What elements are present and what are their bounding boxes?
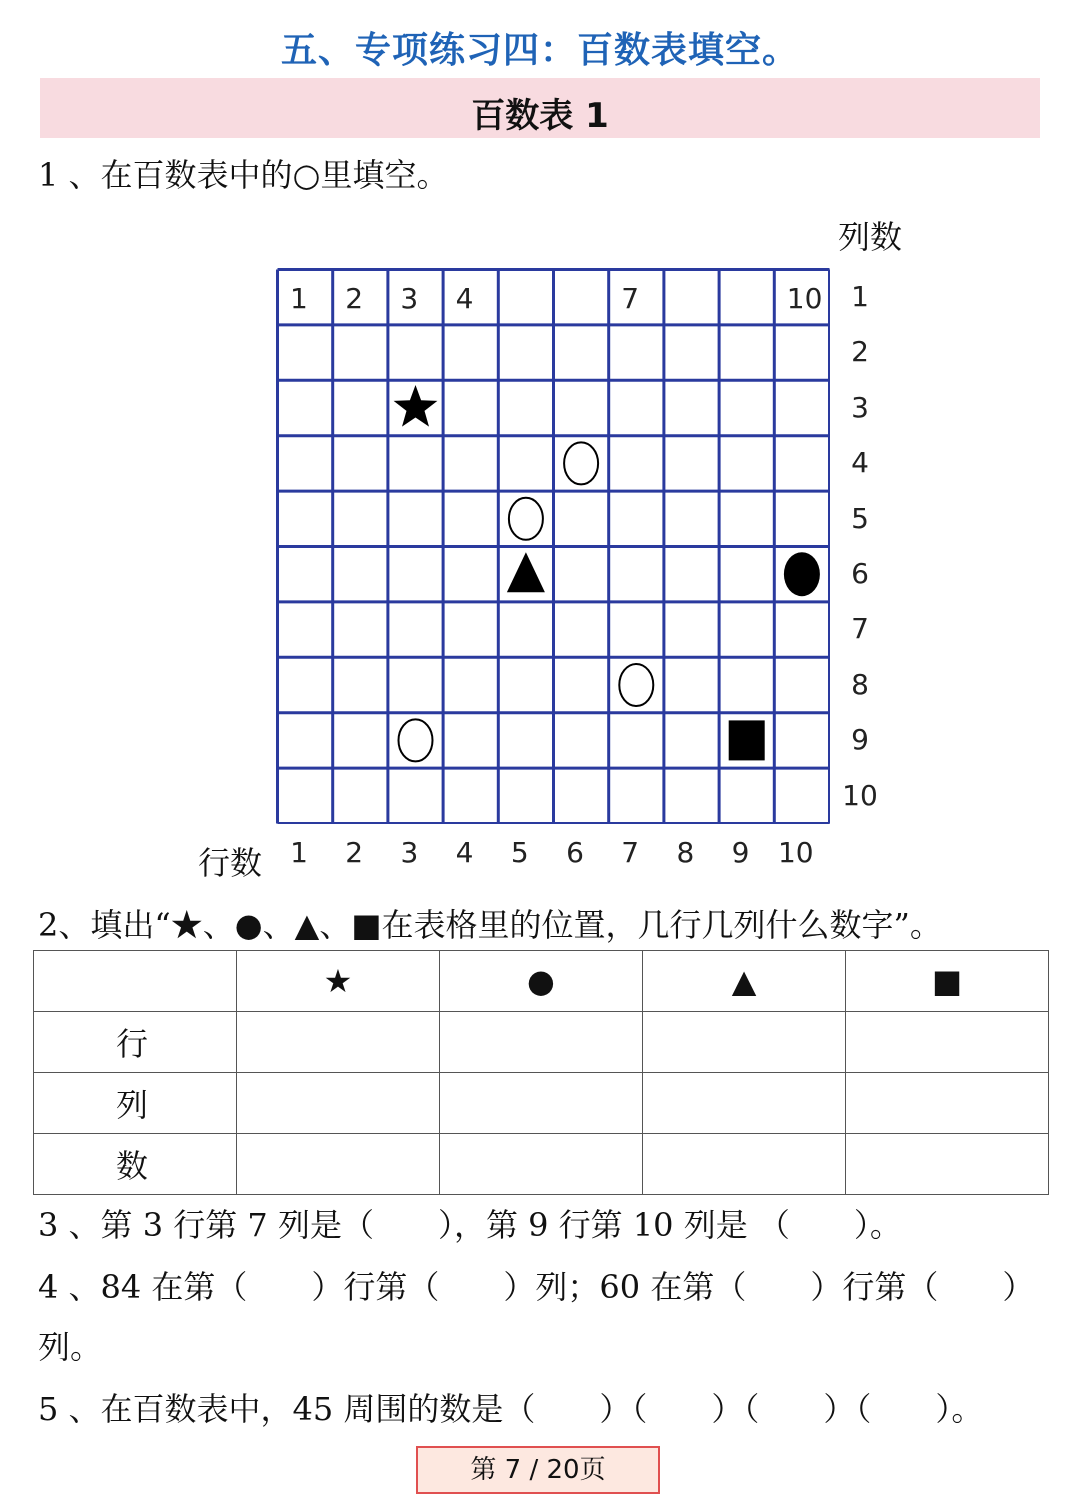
answer-cell[interactable] <box>846 1134 1049 1195</box>
column-number-label: 10 <box>777 836 814 869</box>
column-number-label: 7 <box>621 836 640 869</box>
triangle-icon <box>507 552 545 592</box>
answer-table <box>33 950 1049 1195</box>
column-number-label: 5 <box>510 836 529 869</box>
row-label-hang: 行 <box>34 1012 237 1073</box>
answer-table-corner-cell <box>34 951 237 1012</box>
header-triangle-cell: ▲ <box>643 951 846 1012</box>
answer-cell[interactable] <box>643 1073 846 1134</box>
star-icon <box>394 385 438 427</box>
grid-cell-number: 10 <box>786 282 823 315</box>
square-icon <box>729 720 765 760</box>
row-number-label: 1 <box>851 280 869 313</box>
section-banner-title: 百数表 1 <box>471 96 609 136</box>
question-3: 3 、第 3 行第 7 列是（ ），第 9 行第 10 列是 （ ）。 <box>38 1206 902 1244</box>
page-title: 五、专项练习四：百数表填空。 <box>280 30 799 71</box>
answer-cell[interactable] <box>440 1012 643 1073</box>
column-number-label: 2 <box>345 836 364 869</box>
row-number-label: 3 <box>851 390 869 424</box>
answer-cell[interactable] <box>440 1134 643 1195</box>
row-axis-label: 行数 <box>198 844 263 882</box>
row-number-label: 2 <box>851 335 869 369</box>
column-number-label: 3 <box>400 836 419 869</box>
column-number-label: 6 <box>566 836 584 869</box>
grid-cell-number: 7 <box>621 282 640 315</box>
answer-table-row-shu <box>34 1134 1049 1195</box>
question-4: 4 、84 在第（ ）行第（ ）列；60 在第（ ）行第（ ） <box>38 1268 1035 1306</box>
column-number-label: 8 <box>676 836 695 869</box>
hundred-chart-grid <box>276 268 830 824</box>
circle-outline-icon <box>399 719 433 761</box>
answer-cell[interactable] <box>643 1012 846 1073</box>
answer-cell[interactable] <box>643 1134 846 1195</box>
answer-cell[interactable] <box>846 1012 1049 1073</box>
question-1: 1 、在百数表中的○里填空。 <box>38 156 449 194</box>
header-star-cell: ★ <box>237 951 440 1012</box>
grid-cell-number: 1 <box>290 282 308 315</box>
grid-cell-number: 4 <box>455 282 474 315</box>
column-axis-label: 列数 <box>838 218 903 256</box>
row-number-label: 7 <box>851 612 869 646</box>
row-number-label: 6 <box>851 557 869 590</box>
answer-cell[interactable] <box>237 1012 440 1073</box>
grid-cell-number: 2 <box>345 282 364 315</box>
page-number-badge: 第 7 / 20页 <box>416 1446 660 1494</box>
row-label-lie: 列 <box>34 1073 237 1134</box>
question-5: 5 、在百数表中，45 周围的数是（ ）（ ）（ ）（ ）。 <box>38 1390 984 1428</box>
question-2: 2、填出“★、●、▲、■在表格里的位置，几行几列什么数字”。 <box>38 906 942 944</box>
row-number-label: 9 <box>851 723 869 757</box>
filled-circle-icon <box>784 552 820 596</box>
answer-table-row-hang <box>34 1012 1049 1073</box>
column-number-label: 9 <box>731 836 750 869</box>
answer-table-row-lie <box>34 1073 1049 1134</box>
header-square-cell: ■ <box>846 951 1049 1012</box>
grid-cell-number: 3 <box>400 282 419 315</box>
header-circle-cell: ● <box>440 951 643 1012</box>
row-number-label: 10 <box>842 778 878 812</box>
circle-outline-icon <box>509 498 543 540</box>
answer-cell[interactable] <box>237 1134 440 1195</box>
answer-cell[interactable] <box>846 1073 1049 1134</box>
question-4-continued: 列。 <box>38 1328 103 1366</box>
row-label-shu: 数 <box>34 1134 237 1195</box>
column-number-label: 4 <box>455 836 474 869</box>
answer-cell[interactable] <box>440 1073 643 1134</box>
answer-table-header-row <box>34 951 1049 1012</box>
circle-outline-icon <box>619 664 653 706</box>
answer-cell[interactable] <box>237 1073 440 1134</box>
row-number-label: 4 <box>851 446 869 480</box>
row-number-label: 8 <box>851 667 869 701</box>
column-number-label: 1 <box>290 836 308 869</box>
circle-outline-icon <box>564 442 598 484</box>
row-number-label: 5 <box>851 501 869 535</box>
